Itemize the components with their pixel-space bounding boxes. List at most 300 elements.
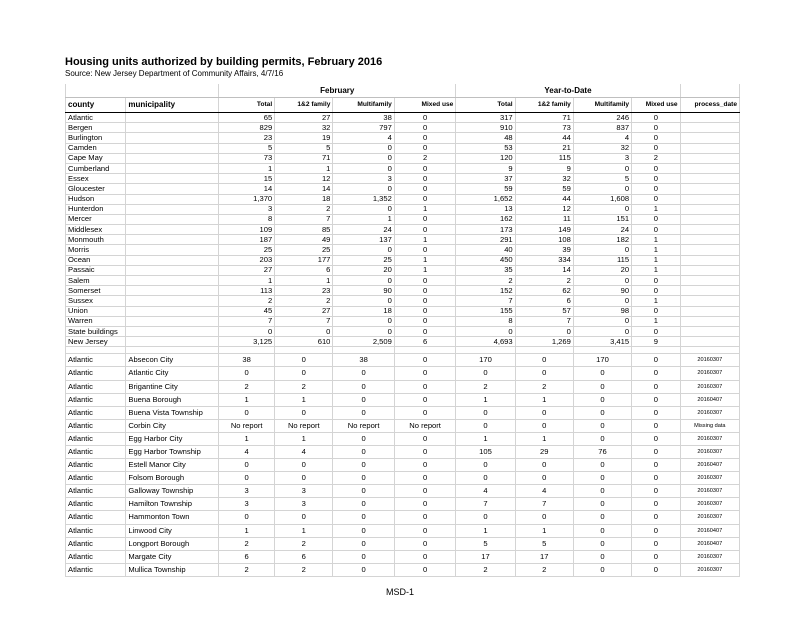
table-cell: 0: [632, 286, 681, 296]
table-cell: 8: [456, 316, 515, 326]
table-cell: Atlantic: [66, 485, 126, 498]
table-cell: 2: [219, 563, 275, 576]
table-cell: 0: [632, 380, 681, 393]
table-cell: 73: [515, 123, 573, 133]
municipality-row: [66, 563, 740, 576]
table-cell: 0: [632, 306, 681, 316]
table-cell: No report: [333, 419, 394, 432]
municipality-row: [66, 498, 740, 511]
table-cell: 450: [456, 255, 515, 265]
table-cell: 317: [456, 113, 515, 123]
table-cell: [680, 153, 739, 163]
table-cell: Atlantic: [66, 445, 126, 458]
table-cell: 0: [632, 123, 681, 133]
table-cell: [126, 326, 219, 336]
table-cell: 1: [632, 255, 681, 265]
table-cell: 0: [394, 393, 456, 406]
county-row: [66, 123, 740, 133]
table-cell: 0: [394, 113, 456, 123]
table-cell: 0: [632, 133, 681, 143]
county-row: [66, 153, 740, 163]
table-cell: 44: [515, 194, 573, 204]
table-cell: [126, 296, 219, 306]
table-cell: 9: [515, 163, 573, 173]
table-cell: 0: [573, 380, 631, 393]
county-row: [66, 326, 740, 336]
table-cell: [126, 286, 219, 296]
table-cell: 0: [394, 143, 456, 153]
table-cell: 45: [219, 306, 275, 316]
table-cell: 0: [333, 445, 394, 458]
table-cell: 59: [515, 184, 573, 194]
table-cell: 20160307: [680, 354, 739, 367]
table-cell: 0: [573, 367, 631, 380]
table-cell: 3: [275, 498, 333, 511]
col-header-feb-mixed-use: Mixed use: [394, 98, 456, 113]
table-cell: 1: [632, 235, 681, 245]
table-cell: [126, 337, 219, 347]
table-cell: 0: [333, 498, 394, 511]
table-cell: 0: [333, 184, 394, 194]
table-cell: 291: [456, 235, 515, 245]
table-cell: 18: [275, 194, 333, 204]
table-cell: Salem: [66, 276, 126, 286]
table-cell: 11: [515, 214, 573, 224]
table-cell: 1: [219, 524, 275, 537]
table-cell: 0: [632, 225, 681, 235]
table-cell: [126, 163, 219, 173]
table-cell: 6: [394, 337, 456, 347]
table-cell: 14: [275, 184, 333, 194]
table-cell: 73: [219, 153, 275, 163]
table-cell: 155: [456, 306, 515, 316]
table-cell: No report: [219, 419, 275, 432]
table-cell: 71: [275, 153, 333, 163]
table-cell: 0: [394, 472, 456, 485]
table-cell: Atlantic: [66, 432, 126, 445]
table-cell: 0: [333, 326, 394, 336]
table-cell: 1: [456, 393, 515, 406]
table-cell: 40: [456, 245, 515, 255]
county-row: [66, 337, 740, 347]
table-cell: 0: [394, 123, 456, 133]
table-cell: 17: [515, 550, 573, 563]
table-cell: 0: [394, 245, 456, 255]
county-row: [66, 194, 740, 204]
table-cell: 35: [456, 265, 515, 275]
table-cell: 4: [275, 445, 333, 458]
table-cell: 0: [632, 354, 681, 367]
table-cell: 0: [219, 472, 275, 485]
table-cell: 0: [394, 485, 456, 498]
table-cell: Galloway Township: [126, 485, 219, 498]
table-cell: [680, 296, 739, 306]
municipality-row: [66, 419, 740, 432]
table-cell: 246: [573, 113, 631, 123]
table-cell: Atlantic: [66, 406, 126, 419]
table-cell: [126, 194, 219, 204]
table-cell: 20: [333, 265, 394, 275]
table-cell: 39: [515, 245, 573, 255]
table-cell: 109: [219, 225, 275, 235]
table-cell: Buena Vista Township: [126, 406, 219, 419]
table-cell: 113: [219, 286, 275, 296]
table-cell: 203: [219, 255, 275, 265]
table-cell: 0: [573, 204, 631, 214]
table-cell: Sussex: [66, 296, 126, 306]
table-cell: Atlantic: [66, 367, 126, 380]
table-cell: Cumberland: [66, 163, 126, 173]
table-cell: 0: [333, 563, 394, 576]
table-cell: 334: [515, 255, 573, 265]
table-cell: 0: [632, 432, 681, 445]
table-cell: 0: [573, 393, 631, 406]
table-cell: 29: [515, 445, 573, 458]
table-cell: 20160307: [680, 550, 739, 563]
table-cell: Gloucester: [66, 184, 126, 194]
table-cell: 23: [219, 133, 275, 143]
table-cell: 0: [394, 184, 456, 194]
table-cell: 0: [573, 316, 631, 326]
table-cell: 37: [456, 174, 515, 184]
table-cell: 1: [394, 255, 456, 265]
table-cell: Atlantic: [66, 419, 126, 432]
table-cell: [126, 316, 219, 326]
table-cell: 0: [573, 245, 631, 255]
table-cell: 0: [333, 511, 394, 524]
table-cell: 7: [219, 316, 275, 326]
table-cell: 1: [219, 432, 275, 445]
col-header-feb-multifamily: Multifamily: [333, 98, 394, 113]
table-cell: 0: [573, 276, 631, 286]
table-cell: 1: [219, 163, 275, 173]
table-cell: [680, 255, 739, 265]
table-cell: 1: [515, 393, 573, 406]
table-cell: 0: [632, 214, 681, 224]
table-cell: 1,370: [219, 194, 275, 204]
table-cell: 0: [632, 445, 681, 458]
table-cell: 4,693: [456, 337, 515, 347]
county-row: [66, 286, 740, 296]
table-cell: Atlantic: [66, 563, 126, 576]
municipality-row: [66, 550, 740, 563]
table-cell: Camden: [66, 143, 126, 153]
col-header-county: county: [66, 98, 126, 113]
table-cell: 0: [632, 163, 681, 173]
table-cell: 1: [275, 432, 333, 445]
table-cell: Linwood City: [126, 524, 219, 537]
table-cell: 0: [394, 214, 456, 224]
table-cell: 0: [456, 511, 515, 524]
table-cell: Atlantic: [66, 459, 126, 472]
col-header-ytd-multifamily: Multifamily: [573, 98, 631, 113]
table-cell: [680, 316, 739, 326]
county-row: [66, 174, 740, 184]
table-cell: 152: [456, 286, 515, 296]
table-cell: 3: [573, 153, 631, 163]
municipality-row: [66, 432, 740, 445]
table-cell: [126, 204, 219, 214]
table-cell: 2: [219, 537, 275, 550]
table-cell: 15: [219, 174, 275, 184]
table-cell: 0: [394, 133, 456, 143]
table-cell: 23: [275, 286, 333, 296]
table-cell: 38: [333, 113, 394, 123]
group-header-row: [66, 84, 740, 98]
table-cell: Hamilton Township: [126, 498, 219, 511]
table-cell: 2: [275, 296, 333, 306]
table-cell: 5: [573, 174, 631, 184]
table-cell: 32: [573, 143, 631, 153]
permits-table: [65, 84, 740, 577]
table-cell: 149: [515, 225, 573, 235]
table-cell: Margate City: [126, 550, 219, 563]
table-cell: 20160307: [680, 498, 739, 511]
municipality-row: [66, 511, 740, 524]
table-cell: Hudson: [66, 194, 126, 204]
county-row: [66, 184, 740, 194]
table-cell: State buildings: [66, 326, 126, 336]
county-row: [66, 204, 740, 214]
municipality-row: [66, 393, 740, 406]
table-cell: 162: [456, 214, 515, 224]
table-cell: 1: [394, 204, 456, 214]
table-cell: 0: [632, 406, 681, 419]
table-cell: [680, 133, 739, 143]
table-cell: 137: [333, 235, 394, 245]
column-header-row: [66, 98, 740, 113]
table-cell: 151: [573, 214, 631, 224]
table-cell: 0: [632, 537, 681, 550]
table-cell: [126, 245, 219, 255]
table-cell: 3,415: [573, 337, 631, 347]
table-cell: 0: [394, 406, 456, 419]
county-row: [66, 163, 740, 173]
report-title: Housing units authorized by building permits, February 2016: [65, 56, 383, 68]
table-cell: [680, 204, 739, 214]
table-cell: 0: [515, 472, 573, 485]
table-cell: 0: [573, 537, 631, 550]
table-cell: 0: [632, 511, 681, 524]
table-cell: 0: [573, 472, 631, 485]
table-cell: 20160307: [680, 563, 739, 576]
table-cell: 0: [394, 445, 456, 458]
table-cell: Cape May: [66, 153, 126, 163]
table-cell: 108: [515, 235, 573, 245]
municipality-row: [66, 537, 740, 550]
table-cell: 25: [333, 255, 394, 265]
table-cell: 0: [456, 459, 515, 472]
table-cell: 610: [275, 337, 333, 347]
table-cell: [680, 245, 739, 255]
table-cell: 1: [275, 524, 333, 537]
table-cell: 0: [515, 459, 573, 472]
table-cell: 0: [632, 143, 681, 153]
table-cell: 4: [456, 485, 515, 498]
table-cell: 65: [219, 113, 275, 123]
table-cell: Brigantine City: [126, 380, 219, 393]
table-cell: 1,652: [456, 194, 515, 204]
table-cell: 3,125: [219, 337, 275, 347]
table-cell: 0: [333, 393, 394, 406]
table-cell: 0: [333, 296, 394, 306]
table-cell: 0: [632, 459, 681, 472]
county-row: [66, 214, 740, 224]
table-cell: 7: [515, 316, 573, 326]
table-cell: 0: [632, 393, 681, 406]
table-cell: 0: [394, 563, 456, 576]
table-cell: 0: [573, 498, 631, 511]
table-cell: [126, 225, 219, 235]
table-cell: 5: [275, 143, 333, 153]
table-cell: 0: [632, 524, 681, 537]
table-cell: [680, 194, 739, 204]
table-cell: 2: [456, 563, 515, 576]
table-cell: 0: [394, 524, 456, 537]
table-cell: 1: [394, 265, 456, 275]
table-cell: 25: [219, 245, 275, 255]
table-cell: 18: [333, 306, 394, 316]
table-cell: 0: [515, 419, 573, 432]
municipality-row: [66, 380, 740, 393]
table-cell: 1,608: [573, 194, 631, 204]
table-cell: [680, 163, 739, 173]
table-cell: [126, 143, 219, 153]
table-cell: 62: [515, 286, 573, 296]
table-cell: 120: [456, 153, 515, 163]
municipality-row: [66, 367, 740, 380]
table-cell: 9: [632, 337, 681, 347]
table-cell: 21: [515, 143, 573, 153]
table-cell: 0: [394, 550, 456, 563]
table-cell: 0: [333, 163, 394, 173]
table-cell: 0: [573, 184, 631, 194]
table-cell: Atlantic: [66, 524, 126, 537]
table-cell: 0: [333, 472, 394, 485]
table-cell: 0: [219, 511, 275, 524]
table-cell: 0: [394, 306, 456, 316]
table-cell: [126, 255, 219, 265]
table-cell: 2: [515, 563, 573, 576]
table-cell: 7: [456, 296, 515, 306]
table-cell: 90: [333, 286, 394, 296]
table-cell: [680, 174, 739, 184]
table-cell: Longport Borough: [126, 537, 219, 550]
table-cell: Hammonton Town: [126, 511, 219, 524]
table-cell: 0: [632, 194, 681, 204]
table-cell: 0: [573, 406, 631, 419]
table-cell: 910: [456, 123, 515, 133]
table-cell: Buena Borough: [126, 393, 219, 406]
table-cell: 0: [333, 406, 394, 419]
table-cell: 2,509: [333, 337, 394, 347]
table-cell: 2: [275, 204, 333, 214]
table-cell: 0: [573, 459, 631, 472]
table-cell: 27: [275, 306, 333, 316]
table-cell: 0: [333, 143, 394, 153]
table-cell: 24: [573, 225, 631, 235]
table-cell: 38: [219, 354, 275, 367]
table-cell: 7: [275, 316, 333, 326]
table-cell: 0: [456, 326, 515, 336]
table-cell: Absecon City: [126, 354, 219, 367]
table-cell: [680, 286, 739, 296]
table-cell: 0: [333, 367, 394, 380]
table-cell: 1: [333, 214, 394, 224]
county-row: [66, 276, 740, 286]
table-cell: [680, 276, 739, 286]
table-cell: New Jersey: [66, 337, 126, 347]
table-cell: [680, 143, 739, 153]
table-cell: 3: [275, 485, 333, 498]
table-cell: 5: [515, 537, 573, 550]
table-cell: [680, 326, 739, 336]
table-cell: 5: [219, 143, 275, 153]
table-cell: 1: [275, 163, 333, 173]
municipality-row: [66, 524, 740, 537]
table-cell: 4: [219, 445, 275, 458]
table-cell: Ocean: [66, 255, 126, 265]
municipality-row: [66, 459, 740, 472]
table-cell: 90: [573, 286, 631, 296]
table-cell: 38: [333, 354, 394, 367]
county-row: [66, 113, 740, 123]
table-cell: Passaic: [66, 265, 126, 275]
table-cell: 0: [394, 296, 456, 306]
municipality-row: [66, 354, 740, 367]
table-cell: 0: [573, 524, 631, 537]
table-cell: 0: [632, 419, 681, 432]
table-cell: 105: [456, 445, 515, 458]
table-cell: 44: [515, 133, 573, 143]
table-cell: 0: [573, 432, 631, 445]
col-header-municipality: municipality: [126, 98, 219, 113]
col-header-ytd-mixed-use: Mixed use: [632, 98, 681, 113]
table-cell: Atlantic: [66, 354, 126, 367]
table-cell: 0: [456, 419, 515, 432]
table-cell: 0: [573, 550, 631, 563]
table-cell: Atlantic: [66, 537, 126, 550]
table-cell: [126, 153, 219, 163]
table-cell: 1: [632, 204, 681, 214]
table-cell: [126, 276, 219, 286]
table-cell: 71: [515, 113, 573, 123]
table-cell: Folsom Borough: [126, 472, 219, 485]
municipality-row: [66, 406, 740, 419]
table-cell: Egg Harbor Township: [126, 445, 219, 458]
table-cell: 797: [333, 123, 394, 133]
table-cell: 0: [275, 472, 333, 485]
table-cell: 0: [394, 354, 456, 367]
table-cell: 20160407: [680, 537, 739, 550]
table-cell: 0: [219, 406, 275, 419]
table-cell: Atlantic: [66, 550, 126, 563]
table-cell: 0: [333, 524, 394, 537]
table-cell: 0: [456, 367, 515, 380]
table-cell: 1,269: [515, 337, 573, 347]
table-cell: 76: [573, 445, 631, 458]
table-cell: 27: [275, 113, 333, 123]
table-cell: 0: [573, 296, 631, 306]
table-cell: 20160407: [680, 524, 739, 537]
table-cell: 0: [632, 472, 681, 485]
table-cell: 32: [275, 123, 333, 133]
table-cell: 1: [219, 393, 275, 406]
table-cell: 0: [394, 286, 456, 296]
table-cell: 24: [333, 225, 394, 235]
table-cell: 20160307: [680, 406, 739, 419]
table-cell: 829: [219, 123, 275, 133]
